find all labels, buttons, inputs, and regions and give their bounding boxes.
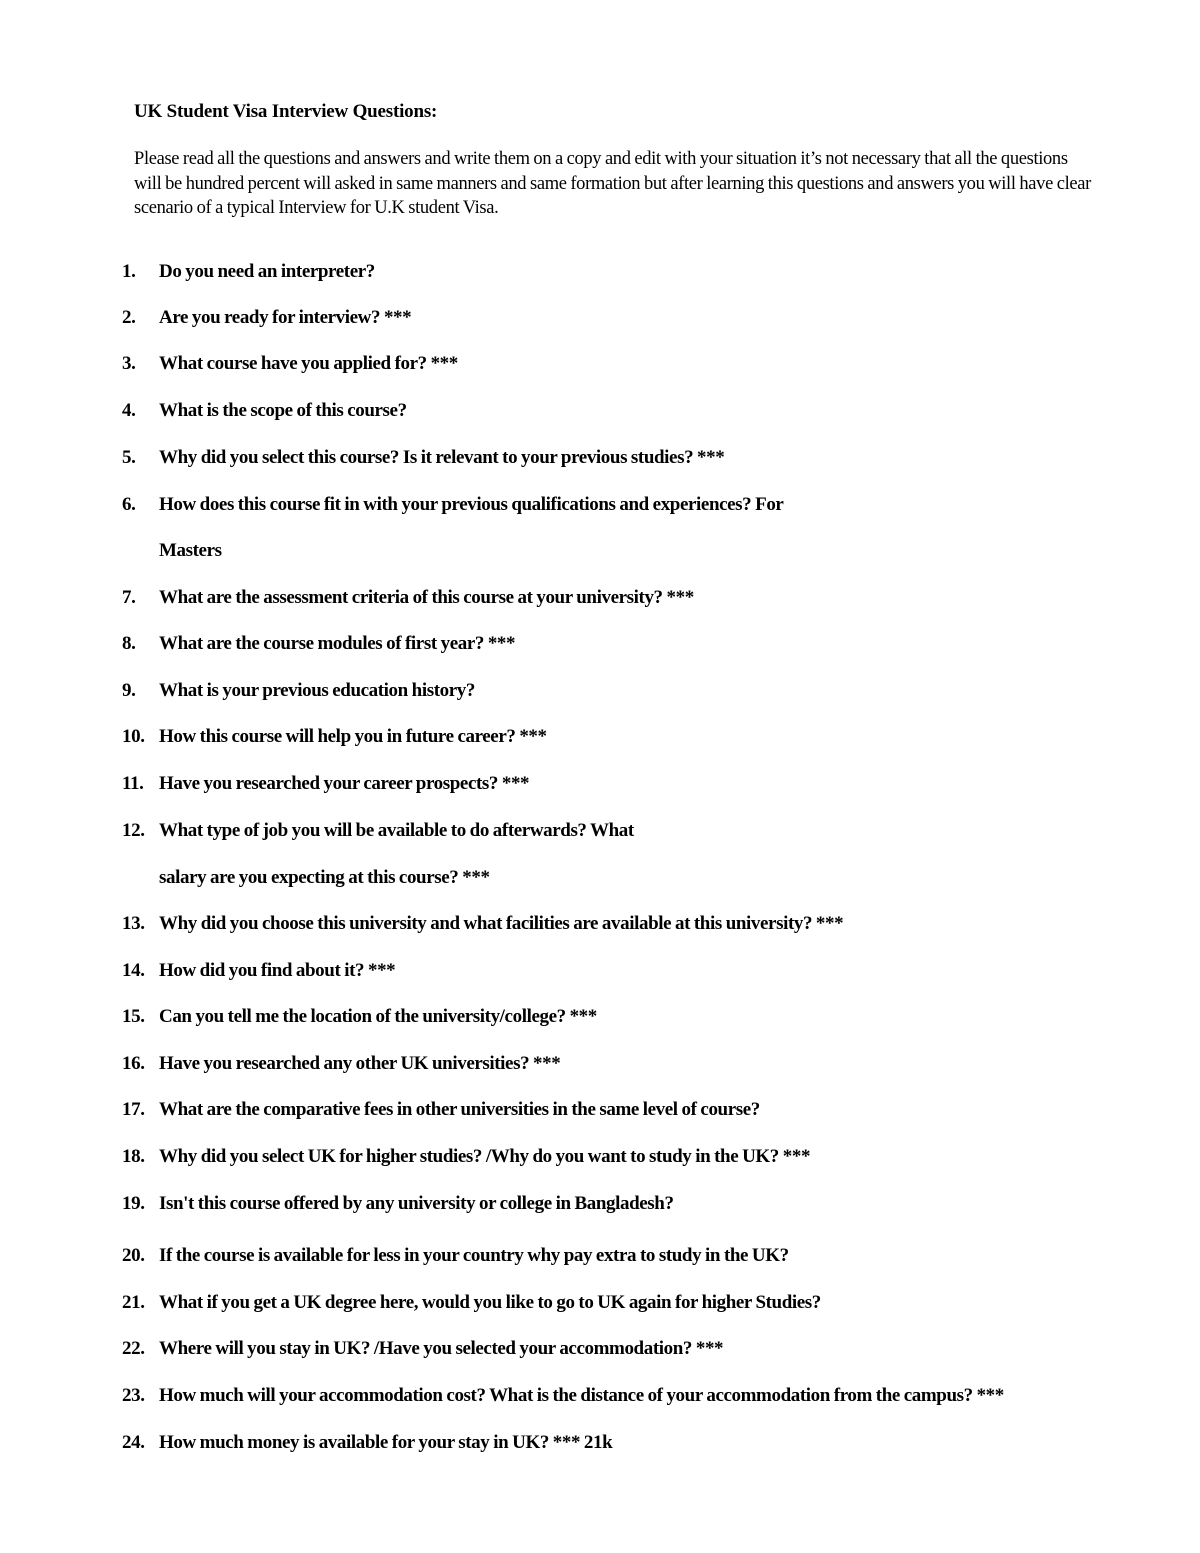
question-text: How much will your accommodation cost? What is the distance of your accommodation from the campus? *** bbox=[159, 1385, 1004, 1406]
question-number: 4. bbox=[122, 400, 136, 421]
question-number: 22. bbox=[122, 1338, 145, 1359]
question-item bbox=[122, 400, 407, 422]
question-item bbox=[122, 1053, 560, 1075]
question-text: Why did you select UK for higher studies? /Why do you want to study in the UK? *** bbox=[159, 1146, 811, 1167]
question-number: 1. bbox=[122, 261, 136, 282]
question-text: Have you researched your career prospects? *** bbox=[159, 773, 530, 794]
question-item bbox=[122, 1146, 810, 1168]
question-item bbox=[122, 1099, 760, 1121]
question-number: 9. bbox=[122, 680, 136, 701]
question-number: 20. bbox=[122, 1245, 145, 1266]
question-item bbox=[122, 820, 634, 842]
question-number: 18. bbox=[122, 1146, 145, 1167]
question-item bbox=[122, 1338, 723, 1360]
question-item bbox=[122, 1385, 1004, 1407]
question-text: What type of job you will be available to do afterwards? What bbox=[159, 820, 634, 841]
question-item bbox=[122, 307, 411, 329]
question-text: Why did you select this course? Is it relevant to your previous studies? *** bbox=[159, 447, 725, 468]
question-text: What are the course modules of first year? *** bbox=[159, 633, 516, 654]
question-text: What is your previous education history? bbox=[159, 680, 475, 701]
question-text: How does this course fit in with your previous qualifications and experiences? For bbox=[159, 494, 784, 515]
document-title: UK Student Visa Interview Questions: bbox=[134, 101, 438, 122]
question-number: 17. bbox=[122, 1099, 145, 1120]
question-text: If the course is available for less in your country why pay extra to study in the UK? bbox=[159, 1245, 789, 1266]
question-item bbox=[122, 913, 843, 935]
question-text: Can you tell me the location of the university/college? *** bbox=[159, 1006, 597, 1027]
question-number: 13. bbox=[122, 913, 145, 934]
question-item bbox=[122, 494, 783, 516]
question-item bbox=[122, 726, 547, 748]
question-number: 16. bbox=[122, 1053, 145, 1074]
question-text: What course have you applied for? *** bbox=[159, 353, 458, 374]
intro-paragraph: Please read all the questions and answers and write them on a copy and edit with your situation it’s not necessary that all the questions will be hundred percent will asked in same manners and same formation but after learning this questions and answers you will have clear scenario of a typical Interview for U.K student Visa. bbox=[134, 149, 1091, 218]
question-text: Isn't this course offered by any university or college in Bangladesh? bbox=[159, 1193, 674, 1214]
question-item bbox=[122, 680, 475, 702]
question-number: 12. bbox=[122, 820, 145, 841]
question-text: What if you get a UK degree here, would you like to go to UK again for higher Studies? bbox=[159, 1292, 821, 1313]
question-number: 6. bbox=[122, 494, 136, 515]
question-item bbox=[122, 447, 724, 469]
question-number: 7. bbox=[122, 587, 136, 608]
question-continuation: Masters bbox=[159, 540, 222, 561]
question-item bbox=[122, 1193, 674, 1215]
question-item bbox=[122, 1292, 821, 1314]
question-item bbox=[122, 633, 515, 655]
question-text: Have you researched any other UK universities? *** bbox=[159, 1053, 561, 1074]
question-item bbox=[122, 261, 375, 283]
question-text: What is the scope of this course? bbox=[159, 400, 407, 421]
question-item bbox=[122, 1245, 789, 1267]
question-number: 10. bbox=[122, 726, 145, 747]
question-text: Why did you choose this university and what facilities are available at this university? *** bbox=[159, 913, 844, 934]
question-number: 24. bbox=[122, 1432, 145, 1453]
question-text: How much money is available for your stay in UK? *** 21k bbox=[159, 1432, 613, 1453]
question-text: Are you ready for interview? *** bbox=[159, 307, 412, 328]
question-number: 8. bbox=[122, 633, 136, 654]
question-item bbox=[122, 773, 529, 795]
question-item bbox=[122, 1006, 597, 1028]
question-text: How did you find about it? *** bbox=[159, 960, 396, 981]
question-text: How this course will help you in future career? *** bbox=[159, 726, 547, 747]
question-item bbox=[122, 353, 458, 375]
question-continuation: salary are you expecting at this course? *** bbox=[159, 867, 490, 888]
question-item bbox=[122, 1432, 612, 1454]
question-text: What are the assessment criteria of this course at your university? *** bbox=[159, 587, 694, 608]
question-item bbox=[122, 587, 694, 609]
question-number: 2. bbox=[122, 307, 136, 328]
question-text: Do you need an interpreter? bbox=[159, 261, 375, 282]
question-number: 19. bbox=[122, 1193, 145, 1214]
question-item bbox=[122, 960, 395, 982]
question-text: Where will you stay in UK? /Have you selected your accommodation? *** bbox=[159, 1338, 724, 1359]
question-number: 11. bbox=[122, 773, 144, 794]
question-number: 23. bbox=[122, 1385, 145, 1406]
question-text: What are the comparative fees in other universities in the same level of course? bbox=[159, 1099, 760, 1120]
question-number: 3. bbox=[122, 353, 136, 374]
question-number: 14. bbox=[122, 960, 145, 981]
question-number: 15. bbox=[122, 1006, 145, 1027]
question-number: 5. bbox=[122, 447, 136, 468]
question-number: 21. bbox=[122, 1292, 145, 1313]
